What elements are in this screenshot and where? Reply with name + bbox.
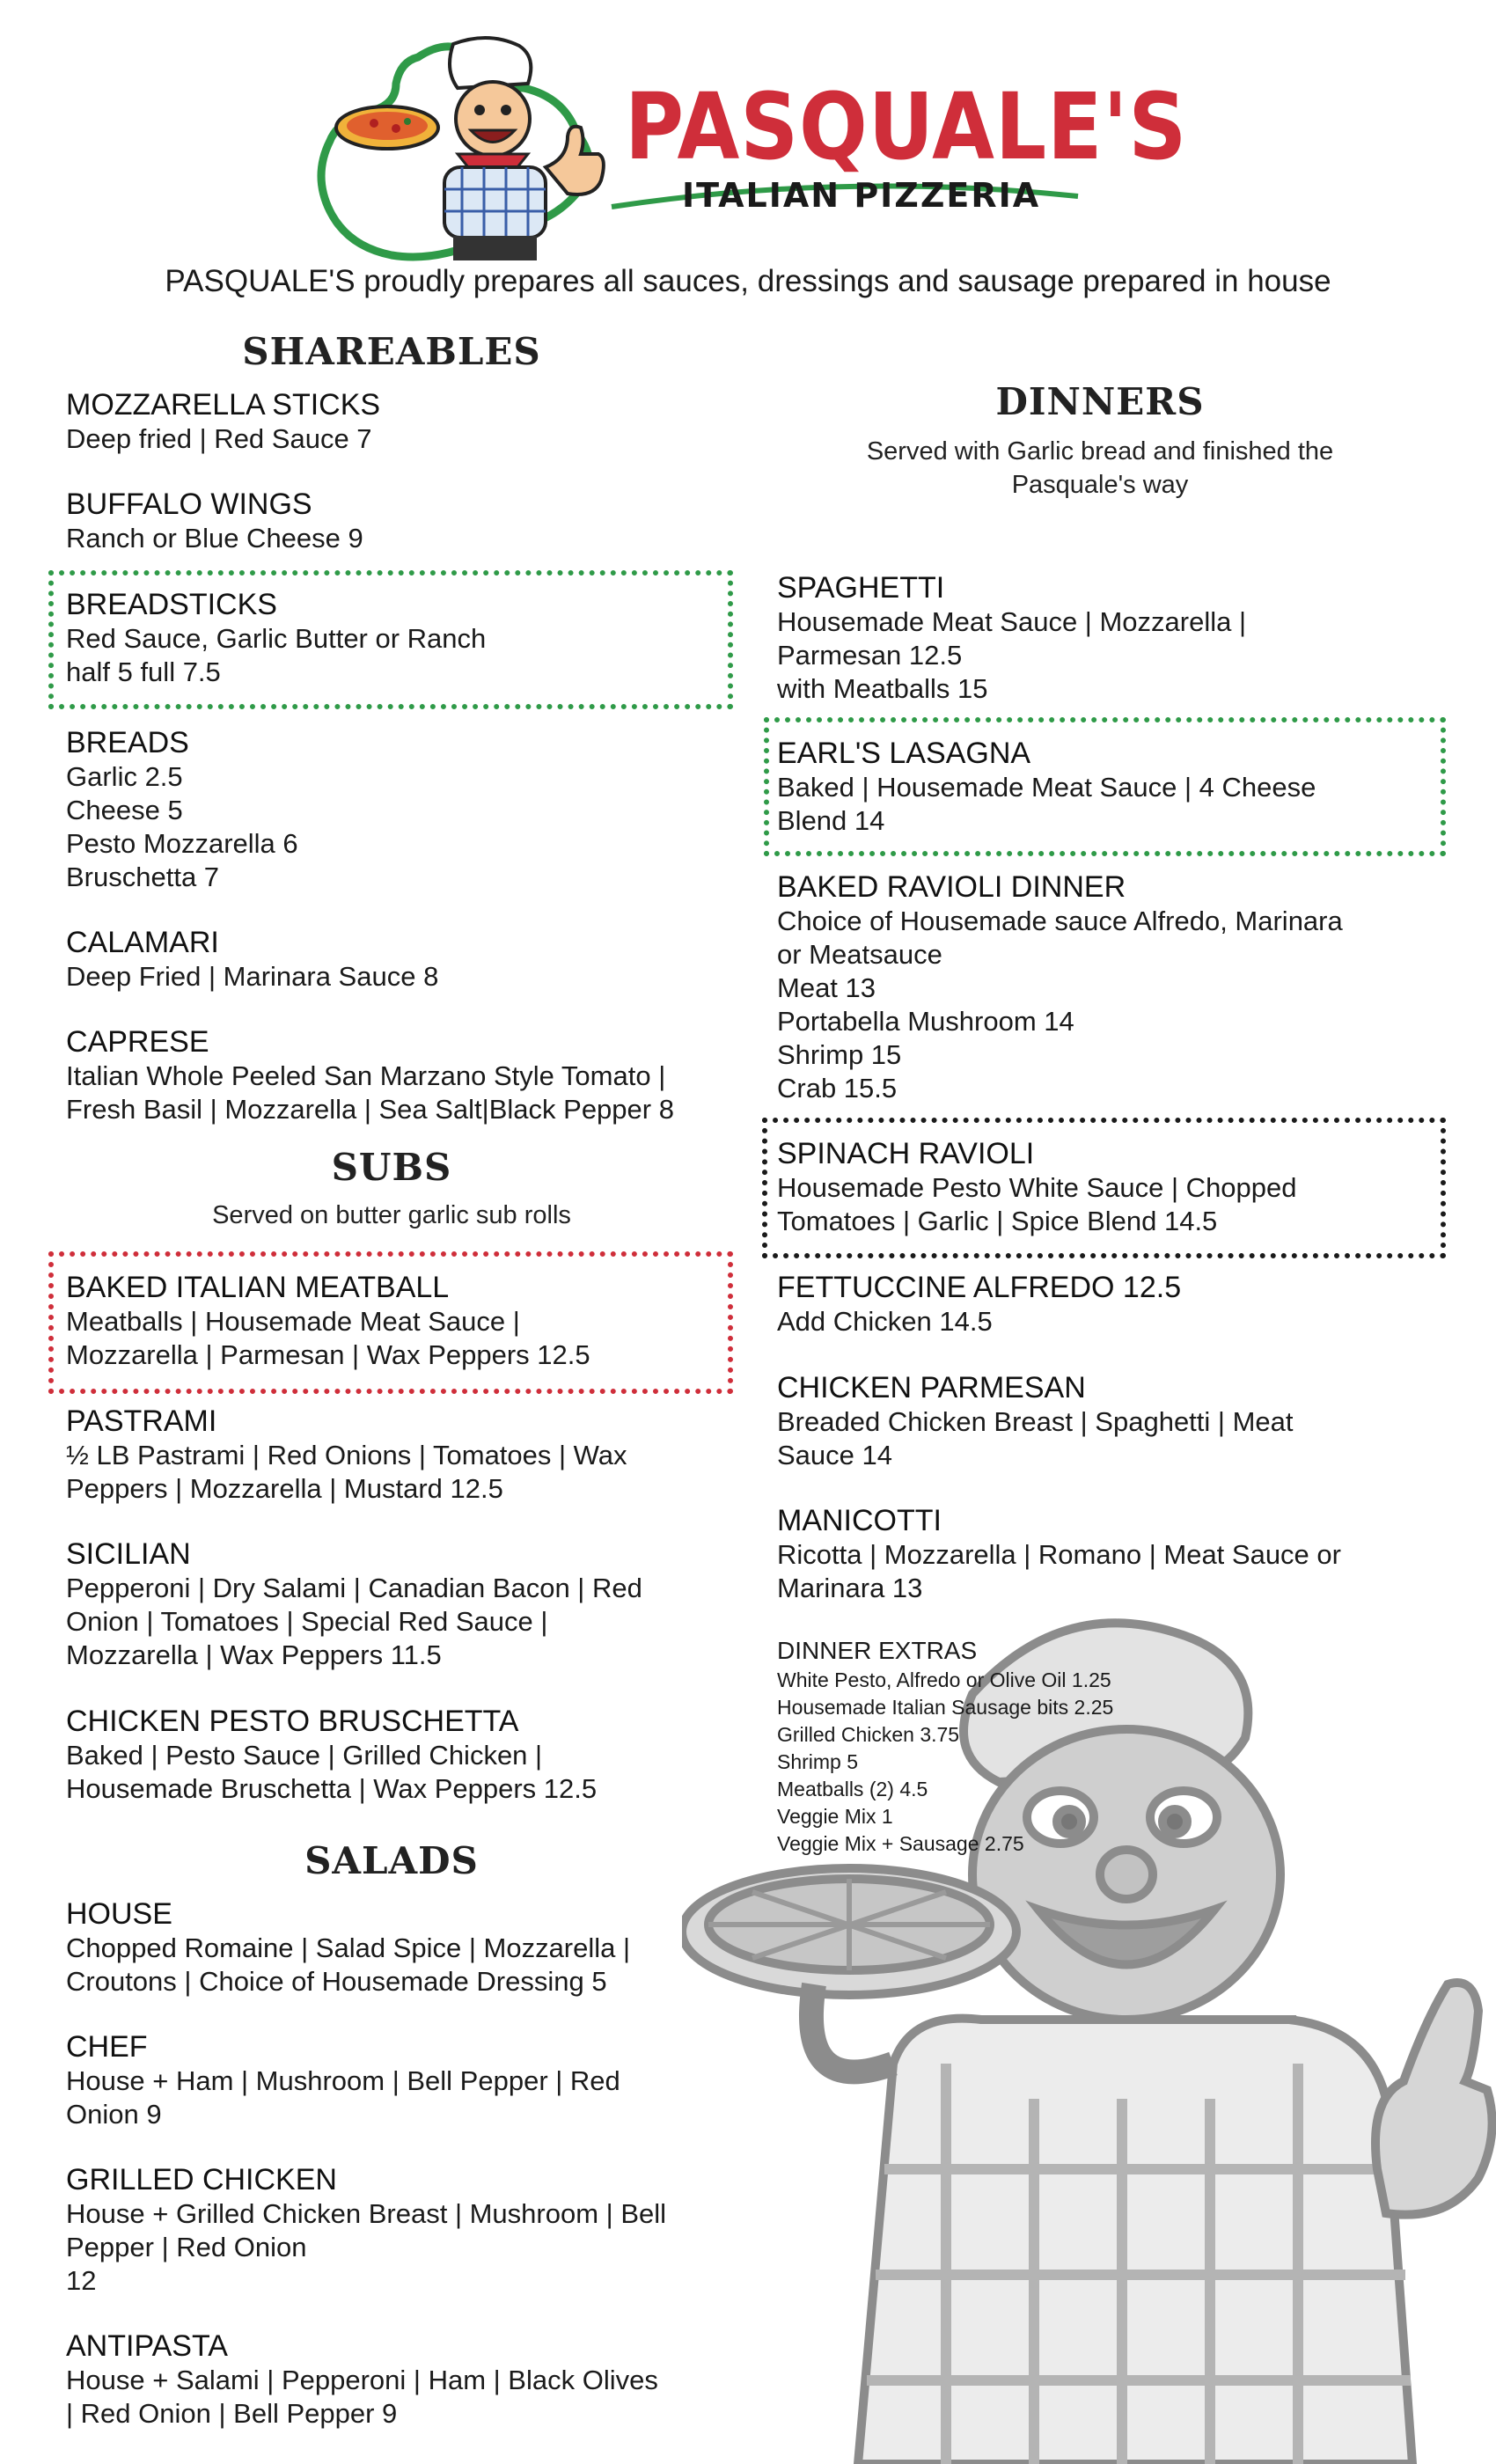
- item-desc: Chopped Romaine | Salad Spice | Mozzarella | Croutons | Choice of Housemade Dressing 5: [66, 1932, 631, 1997]
- menu-item: [777, 1136, 1437, 1238]
- section-title-salads: SALADS: [304, 1839, 479, 1882]
- tagline: PASQUALE'S proudly prepares all sauces, dressings and sausage prepared in house: [165, 264, 1331, 298]
- item-desc: Ricotta | Mozzarella | Romano | Meat Sauce or Marinara 13: [777, 1539, 1341, 1603]
- menu-item: [66, 925, 735, 994]
- item-name: ANTIPASTA: [66, 2329, 228, 2363]
- item-name: BREADS: [66, 726, 189, 759]
- section-title-shareables: SHAREABLES: [242, 330, 541, 373]
- menu-item: [777, 736, 1437, 838]
- item-name: SICILIAN: [66, 1537, 191, 1571]
- item-name: CHICKEN PARMESAN: [777, 1371, 1086, 1404]
- pasquale-chef-logo-icon: [312, 35, 620, 264]
- extras-line: Grilled Chicken 3.75: [777, 1723, 960, 1746]
- extras-line: White Pesto, Alfredo or Olive Oil 1.25: [777, 1668, 1111, 1691]
- item-desc: ½ LB Pastrami | Red Onions | Tomatoes | Wax Peppers | Mozzarella | Mustard 12.5: [66, 1440, 627, 1504]
- section-title-dinners: DINNERS: [995, 380, 1205, 423]
- menu-item: [66, 1404, 735, 1506]
- item-name: FETTUCCINE ALFREDO 12.5: [777, 1271, 1182, 1304]
- item-desc: Garlic 2.5 Cheese 5 Pesto Mozzarella 6 Bruschetta 7: [66, 761, 298, 892]
- section-note-dinners: Served with Garlic bread and finished the Pasquale's way: [866, 437, 1334, 499]
- item-desc: Meatballs | Housemade Meat Sauce | Mozzarella | Parmesan | Wax Peppers 12.5: [66, 1306, 590, 1370]
- menu-item: [777, 869, 1463, 1105]
- menu-item: [66, 2328, 752, 2431]
- item-desc: Ranch or Blue Cheese 9: [66, 523, 363, 554]
- section-title-subs: SUBS: [331, 1146, 452, 1189]
- menu-item: [777, 1370, 1446, 1472]
- menu-item: [66, 1704, 735, 1806]
- menu-item: [777, 1503, 1463, 1605]
- item-desc: Choice of Housemade sauce Alfredo, Marinara or Meatsauce Meat 13 Portabella Mushroom 14 Shrimp 15 Crab 15.5: [777, 906, 1343, 1104]
- item-desc: Red Sauce, Garlic Butter or Ranch half 5 full 7.5: [66, 623, 487, 687]
- item-desc: Italian Whole Peeled San Marzano Style Tomato | Fresh Basil | Mozzarella | Sea Salt|Black Pepper 8: [66, 1060, 674, 1125]
- item-name: SPAGHETTI: [777, 571, 945, 605]
- item-desc: House + Ham | Mushroom | Bell Pepper | Red Onion 9: [66, 2065, 620, 2130]
- item-name: BAKED ITALIAN MEATBALL: [66, 1271, 450, 1304]
- item-desc: Deep fried | Red Sauce 7: [66, 423, 372, 454]
- menu-item: [777, 1270, 1446, 1338]
- item-name: CALAMARI: [66, 926, 219, 959]
- menu-item: [66, 587, 717, 689]
- item-desc: House + Grilled Chicken Breast | Mushroom | Bell Pepper | Red Onion 12: [66, 2198, 667, 2296]
- menu-item: [66, 487, 735, 555]
- item-name: BAKED RAVIOLI DINNER: [777, 870, 1126, 904]
- menu-item: [777, 570, 1446, 706]
- menu-item: [66, 725, 735, 894]
- item-name: CHICKEN PESTO BRUSCHETTA: [66, 1705, 519, 1738]
- menu-item: [66, 1536, 735, 1672]
- brand-subtitle: ITALIAN PIZZERIA: [682, 176, 1041, 215]
- item-name: PASTRAMI: [66, 1404, 217, 1438]
- item-name: MANICOTTI: [777, 1504, 942, 1537]
- item-desc: Add Chicken 14.5: [777, 1306, 993, 1337]
- item-name: EARL'S LASAGNA: [777, 737, 1031, 770]
- extras-line: Housemade Italian Sausage bits 2.25: [777, 1696, 1114, 1719]
- item-desc: Housemade Pesto White Sauce | Chopped Tomatoes | Garlic | Spice Blend 14.5: [777, 1172, 1297, 1236]
- item-name: SPINACH RAVIOLI: [777, 1137, 1035, 1170]
- menu-item: [66, 387, 735, 456]
- item-desc: House + Salami | Pepperoni | Ham | Black Olives | Red Onion | Bell Pepper 9: [66, 2365, 658, 2429]
- menu-item: [66, 1024, 752, 1126]
- item-name: BREADSTICKS: [66, 588, 277, 621]
- item-name: MOZZARELLA STICKS: [66, 388, 381, 422]
- dinner-extras: [777, 1635, 1113, 1858]
- item-desc: Breaded Chicken Breast | Spaghetti | Meat Sauce 14: [777, 1406, 1294, 1470]
- item-desc: Pepperoni | Dry Salami | Canadian Bacon | Red Onion | Tomatoes | Special Red Sauce | Mozzarella | Wax Peppers 11.5: [66, 1573, 642, 1670]
- item-desc: Housemade Meat Sauce | Mozzarella | Parmesan 12.5 with Meatballs 15: [777, 606, 1247, 704]
- item-desc: Deep Fried | Marinara Sauce 8: [66, 961, 439, 992]
- menu-item: [66, 1270, 717, 1372]
- extras-line: Meatballs (2) 4.5: [777, 1778, 928, 1800]
- item-name: GRILLED CHICKEN: [66, 2163, 337, 2196]
- item-desc: Baked | Housemade Meat Sauce | 4 Cheese Blend 14: [777, 772, 1316, 836]
- item-name: CAPRESE: [66, 1025, 209, 1059]
- item-name: BUFFALO WINGS: [66, 488, 312, 521]
- menu-item: [66, 2029, 744, 2131]
- menu-item: [66, 2162, 752, 2298]
- item-name: HOUSE: [66, 1897, 172, 1931]
- brand-name: PASQUALE'S: [625, 73, 1188, 180]
- item-desc: Baked | Pesto Sauce | Grilled Chicken | Housemade Bruschetta | Wax Peppers 12.5: [66, 1740, 598, 1804]
- menu-item: [66, 1896, 744, 1998]
- extras-line: Veggie Mix + Sausage 2.75: [777, 1832, 1024, 1855]
- dinner-extras-title: DINNER EXTRAS: [777, 1637, 978, 1664]
- extras-line: Veggie Mix 1: [777, 1805, 893, 1828]
- item-name: CHEF: [66, 2030, 148, 2064]
- extras-line: Shrimp 5: [777, 1750, 859, 1773]
- section-note-subs: Served on butter garlic sub rolls: [212, 1201, 571, 1229]
